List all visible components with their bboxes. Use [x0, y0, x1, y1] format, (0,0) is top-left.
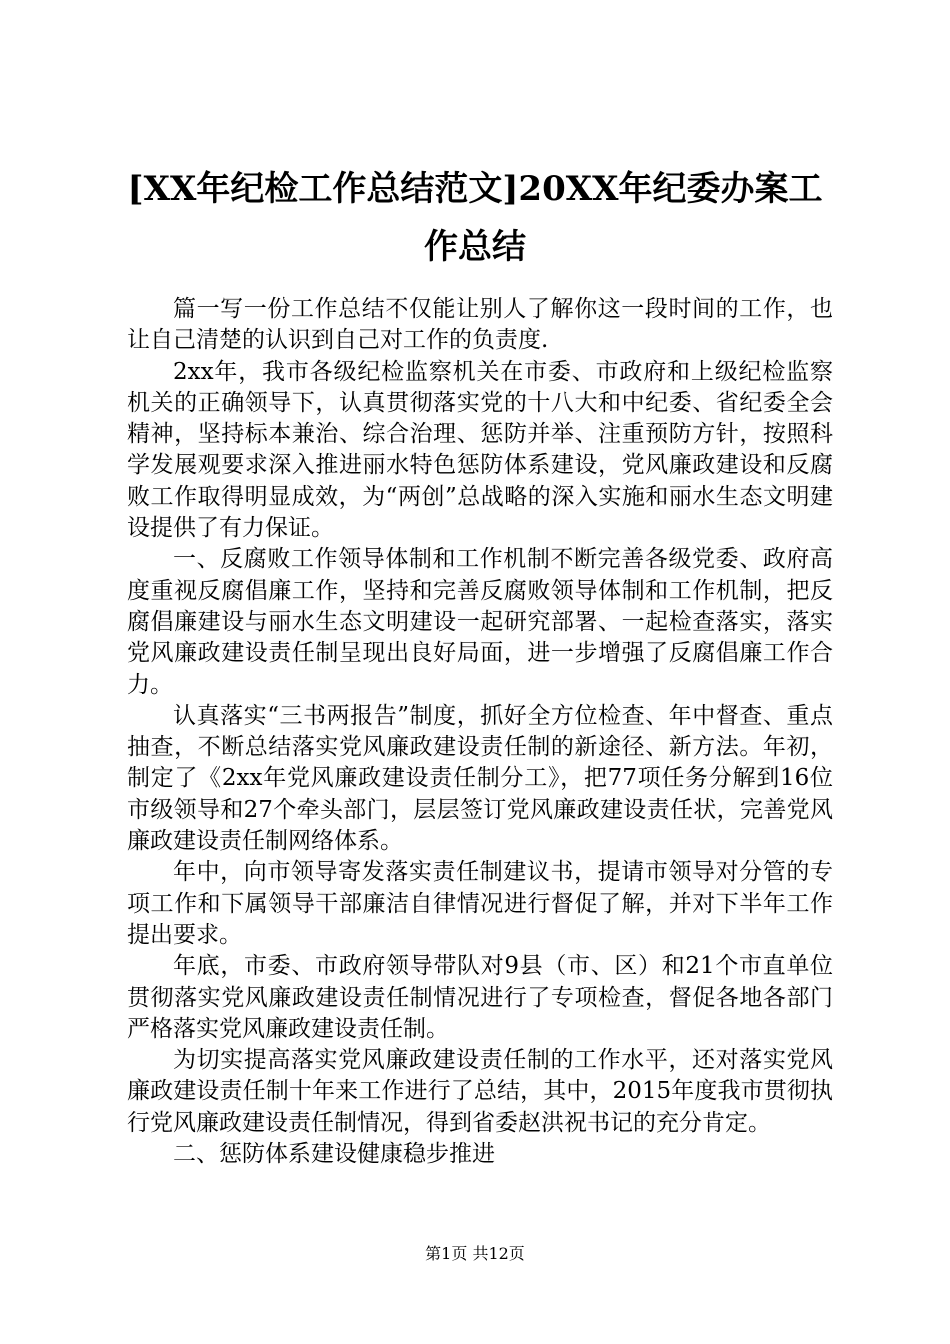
paragraph: 认真落实“三书两报告”制度，抓好全方位检查、年中督查、重点抽查，不断总结落实党风廉政建设责任制的新途径、新方法。年初，制定了《2xx年党风廉政建设责任制分工》，把77项任务分解到16位市级领导和27个牵头部门，层层签订党风廉政建设责任状，完善党风廉政建设责任制网络体系。	[127, 702, 833, 855]
paragraph: 年底，市委、市政府领导带队对9县（市、区）和21个市直单位贯彻落实党风廉政建设责任制情况进行了专项检查，督促各地各部门严格落实党风廉政建设责任制。	[127, 953, 833, 1042]
paragraph: 年中，向市领导寄发落实责任制建议书，提请市领导对分管的专项工作和下属领导干部廉洁自律情况进行督促了解，并对下半年工作提出要求。	[127, 859, 833, 948]
document-title: [XX年纪检工作总结范文]20XX年纪委办案工作总结	[127, 169, 823, 267]
page-footer: 第1页 共12页	[425, 1244, 525, 1263]
paragraph: 为切实提高落实党风廉政建设责任制的工作水平，还对落实党风廉政建设责任制十年来工作进行了总结，其中，2015年度我市贯彻执行党风廉政建设责任制情况，得到省委赵洪祝书记的充分肯定。	[127, 1047, 833, 1136]
document-body	[127, 294, 833, 1170]
paragraph: 篇一写一份工作总结不仅能让别人了解你这一段时间的工作，也让自己清楚的认识到自己对工作的负责度.	[127, 296, 833, 354]
paragraph: 2xx年，我市各级纪检监察机关在市委、市政府和上级纪检监察机关的正确领导下，认真贯彻落实党的十八大和中纪委、省纪委全会精神，坚持标本兼治、综合治理、惩防并举、注重预防方针，按照科学发展观要求深入推进丽水特色惩防体系建设，党风廉政建设和反腐败工作取得明显成效，为“两创”总战略的深入实施和丽水生态文明建设提供了有力保证。	[127, 358, 833, 542]
section-heading: 二、惩防体系建设健康稳步推进	[173, 1141, 495, 1168]
paragraph: 一、反腐败工作领导体制和工作机制不断完善各级党委、政府高度重视反腐倡廉工作，坚持和完善反腐败领导体制和工作机制，把反腐倡廉建设与丽水生态文明建设一起研究部署、一起检查落实，落实党风廉政建设责任制呈现出良好局面，进一步增强了反腐倡廉工作合力。	[127, 546, 833, 698]
